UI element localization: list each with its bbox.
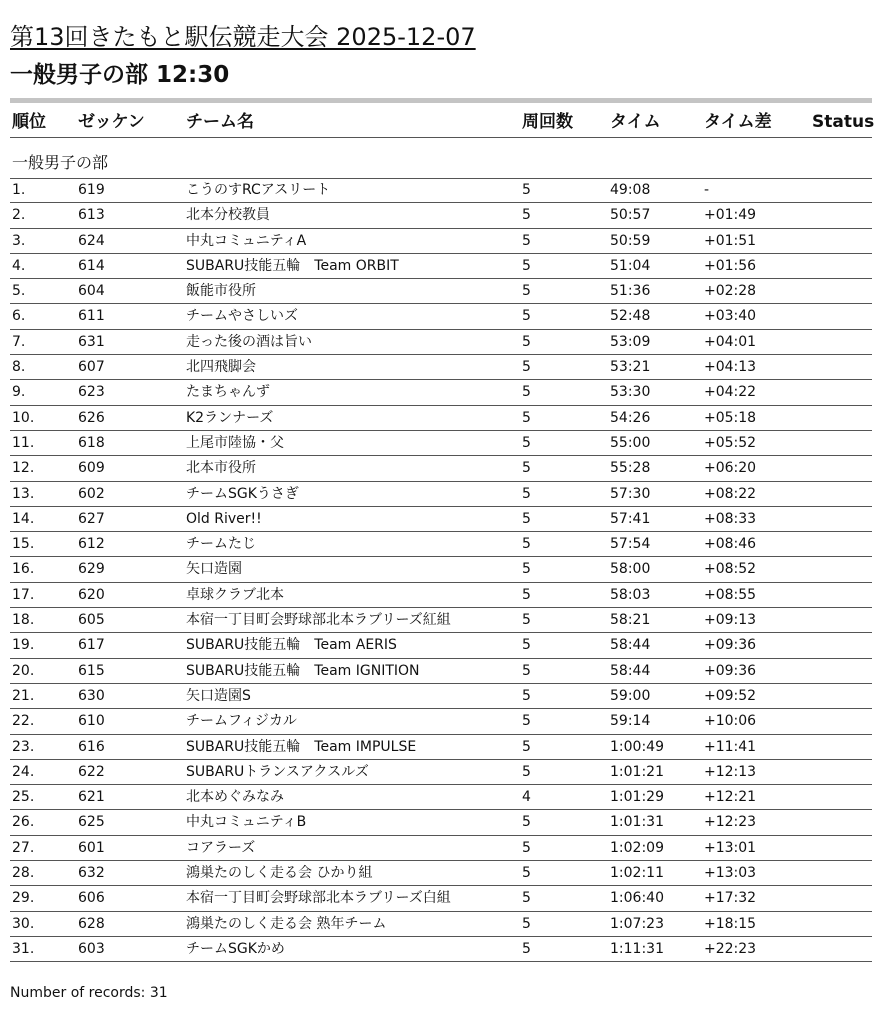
table-row [10,229,872,254]
cell-team: SUBARU技能五輪 Team ORBIT [186,257,399,274]
cell-laps: 5 [522,814,531,831]
cell-bib: 602 [78,485,105,502]
cell-laps: 5 [522,586,531,603]
cell-bib: 622 [78,763,105,780]
cell-time: 58:21 [610,612,651,629]
cell-team: 上尾市陸協・父 [186,434,284,451]
cell-team: 北四飛脚会 [186,359,256,376]
cell-rank: 11. [12,434,35,451]
table-row [10,355,872,380]
cell-diff: +12:13 [704,763,757,780]
cell-diff: +04:01 [704,333,757,350]
cell-team: 北本分校教員 [186,207,270,224]
cell-laps: 5 [522,232,531,249]
cell-rank: 14. [12,510,35,527]
table-row [10,684,872,709]
table-row [10,380,872,405]
cell-team: 矢口造園 [186,561,242,578]
cell-bib: 613 [78,207,105,224]
header-divider [10,98,872,103]
cell-rank: 6. [12,308,26,325]
cell-time: 57:30 [610,485,651,502]
table-row [10,532,872,557]
cell-diff: +22:23 [704,940,757,957]
cell-bib: 628 [78,915,105,932]
table-row [10,482,872,507]
cell-bib: 631 [78,333,105,350]
header-team: チーム名 [186,112,254,132]
cell-bib: 616 [78,738,105,755]
cell-diff: +12:23 [704,814,757,831]
cell-rank: 30. [12,915,35,932]
cell-time: 52:48 [610,308,651,325]
cell-time: 55:28 [610,460,651,477]
cell-team: 矢口造園S [186,687,251,704]
cell-diff: +18:15 [704,915,757,932]
cell-time: 51:36 [610,283,651,300]
cell-diff: +04:13 [704,359,757,376]
table-row [10,431,872,456]
cell-bib: 601 [78,839,105,856]
cell-bib: 617 [78,637,105,654]
table-row [10,810,872,835]
table-row [10,709,872,734]
table-row [10,507,872,532]
cell-laps: 5 [522,890,531,907]
cell-laps: 5 [522,687,531,704]
cell-rank: 2. [12,207,26,224]
cell-diff: +12:21 [704,789,757,806]
cell-bib: 607 [78,359,105,376]
cell-diff: +01:49 [704,207,757,224]
cell-diff: +10:06 [704,713,757,730]
cell-laps: 5 [522,308,531,325]
cell-team: Old River!! [186,510,262,527]
cell-bib: 627 [78,510,105,527]
cell-laps: 5 [522,485,531,502]
cell-rank: 3. [12,232,26,249]
cell-diff: - [704,182,710,198]
cell-diff: +09:52 [704,687,757,704]
cell-laps: 5 [522,182,531,198]
category-subtitle: 一般男子の部 12:30 [10,62,230,88]
cell-rank: 23. [12,738,35,755]
table-row [10,785,872,810]
table-row [10,406,872,431]
table-row [10,912,872,937]
cell-laps: 5 [522,738,531,755]
cell-rank: 26. [12,814,35,831]
cell-time: 58:44 [610,662,651,679]
cell-diff: +13:01 [704,839,757,856]
table-row [10,760,872,785]
cell-bib: 606 [78,890,105,907]
cell-time: 1:02:11 [610,865,664,882]
cell-rank: 24. [12,763,35,780]
header-laps: 周回数 [522,112,573,132]
cell-time: 1:00:49 [610,738,664,755]
cell-team: K2ランナーズ [186,409,274,426]
cell-laps: 5 [522,460,531,477]
cell-diff: +02:28 [704,283,757,300]
cell-rank: 31. [12,940,35,957]
cell-rank: 27. [12,839,35,856]
cell-diff: +08:52 [704,561,757,578]
cell-bib: 630 [78,687,105,704]
cell-diff: +01:56 [704,257,757,274]
cell-team: 走った後の酒は旨い [186,333,312,350]
cell-rank: 22. [12,713,35,730]
cell-bib: 619 [78,182,105,198]
cell-time: 54:26 [610,409,651,426]
cell-rank: 19. [12,637,35,654]
cell-bib: 632 [78,865,105,882]
cell-rank: 5. [12,283,26,300]
cell-laps: 5 [522,713,531,730]
header-status: Status [812,112,875,132]
cell-diff: +08:55 [704,586,757,603]
cell-rank: 4. [12,257,26,274]
table-row [10,279,872,304]
table-row [10,456,872,481]
cell-time: 53:30 [610,384,651,401]
cell-laps: 5 [522,865,531,882]
cell-time: 1:06:40 [610,890,664,907]
cell-laps: 5 [522,207,531,224]
cell-rank: 1. [12,182,26,198]
cell-bib: 625 [78,814,105,831]
header-time: タイム [610,112,661,132]
cell-laps: 5 [522,662,531,679]
cell-team: チームSGKかめ [186,940,285,957]
cell-laps: 5 [522,536,531,553]
cell-laps: 5 [522,333,531,350]
cell-team: 鴻巣たのしく走る会 熟年チーム [186,915,387,932]
cell-bib: 620 [78,586,105,603]
cell-bib: 621 [78,789,105,806]
cell-rank: 17. [12,586,35,603]
cell-time: 53:21 [610,359,651,376]
cell-rank: 9. [12,384,26,401]
cell-rank: 28. [12,865,35,882]
cell-team: SUBARU技能五輪 Team IMPULSE [186,738,417,755]
cell-rank: 15. [12,536,35,553]
cell-bib: 604 [78,283,105,300]
cell-diff: +01:51 [704,232,757,249]
group-row [10,149,872,179]
cell-time: 58:03 [610,586,651,603]
cell-bib: 626 [78,409,105,426]
cell-diff: +05:18 [704,409,757,426]
cell-laps: 5 [522,839,531,856]
cell-laps: 5 [522,257,531,274]
header-diff: タイム差 [704,112,772,132]
cell-diff: +06:20 [704,460,757,477]
cell-laps: 4 [522,789,531,806]
cell-diff: +13:03 [704,865,757,882]
table-row [10,608,872,633]
cell-laps: 5 [522,940,531,957]
cell-laps: 5 [522,434,531,451]
cell-time: 59:14 [610,713,651,730]
cell-rank: 8. [12,359,26,376]
cell-team: チームたじ [186,536,256,553]
cell-diff: +03:40 [704,308,757,325]
table-row [10,557,872,582]
cell-team: コアラーズ [186,839,256,856]
cell-time: 49:08 [610,182,651,198]
cell-rank: 16. [12,561,35,578]
cell-time: 1:11:31 [610,940,664,957]
table-row [10,304,872,329]
table-row [10,583,872,608]
table-row [10,633,872,658]
cell-bib: 624 [78,232,105,249]
table-row [10,886,872,911]
cell-diff: +04:22 [704,384,757,401]
cell-laps: 5 [522,637,531,654]
group-label: 一般男子の部 [12,153,109,172]
cell-diff: +09:36 [704,662,757,679]
cell-team: チームフィジカル [186,713,297,730]
cell-bib: 605 [78,612,105,629]
cell-team: こうのすRCアスリート [186,182,331,198]
cell-rank: 12. [12,460,35,477]
cell-team: 飯能市役所 [186,283,256,300]
cell-rank: 20. [12,662,35,679]
table-row [10,254,872,279]
cell-laps: 5 [522,763,531,780]
table-row [10,836,872,861]
cell-laps: 5 [522,915,531,932]
cell-team: チームやさしいズ [186,308,298,325]
cell-laps: 5 [522,384,531,401]
cell-rank: 18. [12,612,35,629]
cell-team: 北本市役所 [186,460,256,477]
cell-diff: +08:22 [704,485,757,502]
results-table-body [10,178,872,962]
cell-team: SUBARUトランスアクスルズ [186,763,369,780]
cell-laps: 5 [522,561,531,578]
cell-time: 53:09 [610,333,651,350]
cell-team: 本宿一丁目町会野球部北本ラブリーズ紅組 [186,612,451,629]
cell-team: 中丸コミュニティA [186,232,307,249]
cell-time: 50:59 [610,232,651,249]
cell-team: SUBARU技能五輪 Team IGNITION [186,662,420,679]
cell-time: 51:04 [610,257,651,274]
cell-bib: 623 [78,384,105,401]
table-row [10,659,872,684]
table-row [10,203,872,228]
cell-time: 57:41 [610,510,651,527]
cell-time: 59:00 [610,687,651,704]
cell-team: 鴻巣たのしく走る会 ひかり組 [186,865,373,882]
table-row [10,937,872,962]
cell-team: チームSGKうさぎ [186,485,299,502]
cell-time: 58:44 [610,637,651,654]
header-rank: 順位 [12,112,46,132]
cell-time: 55:00 [610,434,651,451]
cell-laps: 5 [522,359,531,376]
cell-time: 57:54 [610,536,651,553]
cell-bib: 629 [78,561,105,578]
record-count: Number of records: 31 [10,985,168,1001]
cell-time: 1:07:23 [610,915,664,932]
cell-rank: 29. [12,890,35,907]
cell-diff: +09:36 [704,637,757,654]
cell-team: たまちゃんず [186,384,270,401]
cell-time: 1:01:29 [610,789,664,806]
cell-time: 1:02:09 [610,839,664,856]
cell-diff: +17:32 [704,890,757,907]
cell-team: 中丸コミュニティB [186,814,307,831]
table-row [10,330,872,355]
cell-bib: 618 [78,434,105,451]
cell-rank: 21. [12,687,35,704]
table-row [10,861,872,886]
cell-time: 50:57 [610,207,651,224]
cell-laps: 5 [522,612,531,629]
cell-rank: 25. [12,789,35,806]
cell-laps: 5 [522,409,531,426]
cell-diff: +05:52 [704,434,757,451]
cell-team: 北本めぐみなみ [186,789,284,806]
cell-diff: +08:46 [704,536,757,553]
cell-bib: 612 [78,536,105,553]
cell-rank: 13. [12,485,35,502]
cell-laps: 5 [522,510,531,527]
cell-diff: +09:13 [704,612,757,629]
cell-team: SUBARU技能五輪 Team AERIS [186,637,397,654]
cell-diff: +11:41 [704,738,757,755]
table-header [10,106,875,138]
cell-rank: 10. [12,409,35,426]
cell-diff: +08:33 [704,510,757,527]
table-row [10,178,872,203]
cell-team: 本宿一丁目町会野球部北本ラブリーズ白組 [186,890,451,907]
cell-bib: 614 [78,257,105,274]
cell-team: 卓球クラブ北本 [186,586,284,603]
page-title: 第13回きたもと駅伝競走大会 2025-12-07 [10,23,476,51]
cell-time: 1:01:21 [610,763,664,780]
cell-bib: 611 [78,308,105,325]
cell-rank: 7. [12,333,26,350]
table-row [10,735,872,760]
cell-time: 58:00 [610,561,651,578]
cell-time: 1:01:31 [610,814,664,831]
cell-bib: 603 [78,940,105,957]
cell-bib: 615 [78,662,105,679]
cell-laps: 5 [522,283,531,300]
cell-bib: 610 [78,713,105,730]
cell-bib: 609 [78,460,105,477]
header-bib: ゼッケン [78,112,145,132]
